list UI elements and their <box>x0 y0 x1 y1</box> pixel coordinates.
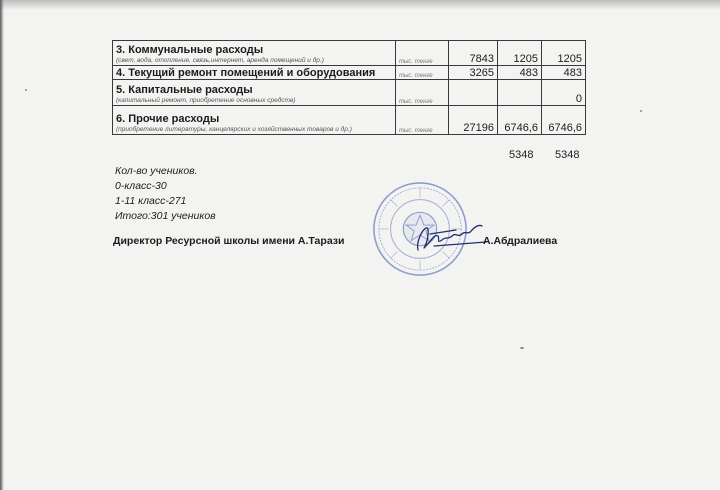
row-value-3: 1205 <box>542 41 586 66</box>
row-subtitle: (приобретение литературы, канцелярских и хозяйственных товаров и др.) <box>116 126 352 133</box>
note-heading: Кол-во учеников. <box>115 165 198 177</box>
director-title: Директор Ресурсной школы имени А.Тарази <box>113 235 345 247</box>
scan-speck <box>520 347 524 349</box>
row-value-3: 483 <box>542 66 586 80</box>
row-subtitle: (свет, вода, отопление, связь,интернет, аренда помещений и др.) <box>116 57 324 64</box>
table-row <box>113 66 586 80</box>
student-count-note <box>115 164 216 224</box>
row-value-1: 27196 <box>449 106 498 135</box>
row-title: 5. Капитальные расходы <box>116 84 253 96</box>
note-line: Итого:301 учеников <box>115 210 216 222</box>
row-subtitle: (капитальный ремонт, приобретение основных средств) <box>116 97 296 104</box>
row-value-2: 483 <box>498 66 542 80</box>
row-value-2: 6746,6 <box>498 106 542 135</box>
table-tail-value: 5348 <box>555 149 580 161</box>
row-value-1: 3265 <box>449 66 498 80</box>
scan-left-edge <box>0 0 4 490</box>
row-description <box>113 80 396 106</box>
row-title: 4. Текущий ремонт помещений и оборудования <box>116 67 376 79</box>
row-unit: тыс. тенге <box>396 80 449 106</box>
row-value-1: 7843 <box>449 41 498 66</box>
row-value-1 <box>449 80 498 106</box>
scan-top-shadow <box>0 0 720 10</box>
row-description <box>113 66 396 80</box>
note-line: 1-11 класс-271 <box>115 195 187 207</box>
table-tail-value: 5348 <box>509 149 534 161</box>
expenses-table <box>112 40 586 135</box>
table-row <box>113 41 586 66</box>
row-value-2: 1205 <box>498 41 542 66</box>
row-unit: тыс. тенге <box>396 106 449 135</box>
row-value-2 <box>498 80 542 106</box>
director-name: А.Абдралиева <box>483 235 558 247</box>
row-unit: тыс. тенге <box>396 41 449 66</box>
scan-speck <box>640 110 642 112</box>
row-unit: тыс. тенге <box>396 66 449 80</box>
row-title: 6. Прочие расходы <box>116 113 220 125</box>
row-title: 3. Коммунальные расходы <box>116 44 264 56</box>
note-line: 0-класс-30 <box>115 180 167 192</box>
scan-speck <box>25 89 27 91</box>
row-value-3: 0 <box>542 80 586 106</box>
table-row <box>113 80 586 106</box>
director-signature <box>412 220 492 256</box>
row-value-3: 6746,6 <box>542 106 586 135</box>
row-description <box>113 106 396 135</box>
row-description <box>113 41 396 66</box>
table-row <box>113 106 586 135</box>
